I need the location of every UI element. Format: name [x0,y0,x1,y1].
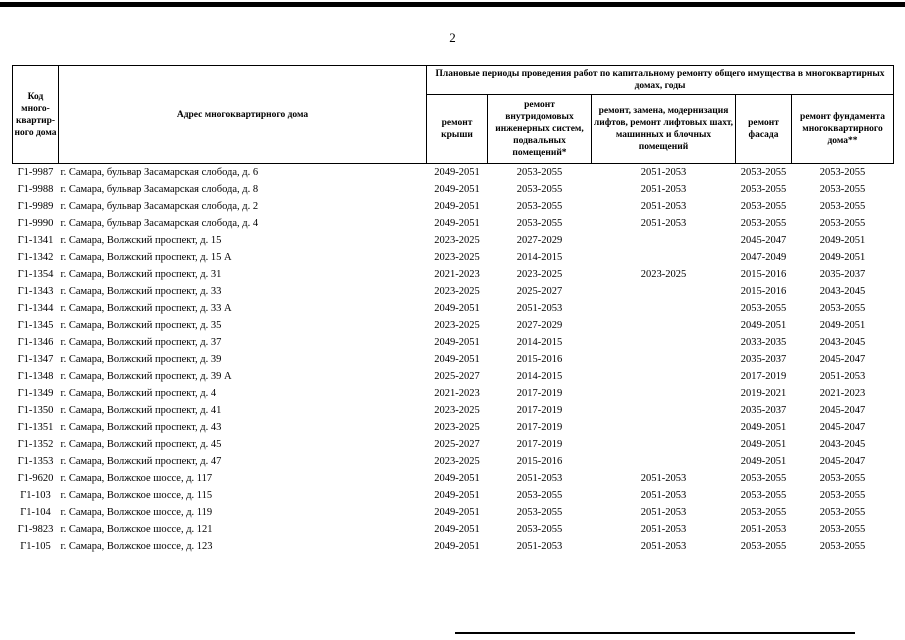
cell-facade: 2049-2051 [740,456,787,467]
cell-code: Г1-9987 [13,164,59,182]
cell-foundation: 2049-2051 [819,320,866,331]
cell-code: Г1-1343 [17,286,54,297]
cell-address: г. Самара, Волжский проспект, д. 33 А [60,303,232,314]
cell-elevators: 2051-2053 [640,490,687,501]
cell-roof: 2023-2025 [434,405,480,416]
cell-facade: 2035-2037 [740,354,787,365]
cell-elevators: 2051-2053 [640,201,687,212]
cell-code: Г1-9823 [17,524,54,535]
cell-systems: 2051-2053 [516,303,563,314]
cell-facade: 2017-2019 [740,371,787,382]
table-row [13,453,894,470]
table-row [13,385,894,402]
cell-systems: 2053-2055 [516,490,563,501]
table-row [13,164,894,182]
top-rule [0,2,905,7]
header-foundation: ремонт фундамента многоквартирного дома** [792,95,894,164]
table-row [13,317,894,334]
cell-address: г. Самара, бульвар Засамарская слобода, д. 6 [59,164,427,182]
cell-address: г. Самара, Волжское шоссе, д. 121 [60,524,213,535]
cell-facade: 2053-2055 [740,218,787,229]
cell-elevators [592,453,736,470]
cell-address: г. Самара, Волжский проспект, д. 37 [60,337,222,348]
table-row [13,402,894,419]
cell-code: Г1-1352 [17,439,54,450]
cell-facade: 2053-2055 [740,201,787,212]
table-row [13,521,894,538]
cell-code: Г1-1350 [17,405,54,416]
cell-foundation: 2021-2023 [819,388,866,399]
cell-address: г. Самара, Волжский проспект, д. 45 [60,439,222,450]
cell-systems: 2051-2053 [516,473,563,484]
cell-code: Г1-1351 [17,422,54,433]
cell-address: г. Самара, Волжское шоссе, д. 117 [60,473,213,484]
cell-foundation: 2053-2055 [792,164,894,182]
cell-code: Г1-9620 [17,473,54,484]
cell-address: г. Самара, Волжский проспект, д. 41 [60,405,222,416]
table-row [13,249,894,266]
cell-roof: 2049-2051 [434,303,480,314]
cell-elevators [592,436,736,453]
cell-facade: 2045-2047 [740,235,787,246]
cell-code: Г1-9988 [17,184,54,195]
cell-systems: 2015-2016 [516,456,563,467]
cell-foundation: 2053-2055 [819,541,866,552]
cell-code: Г1-1349 [17,388,54,399]
cell-facade: 2049-2051 [740,439,787,450]
cell-code: Г1-9990 [17,218,54,229]
cell-systems: 2053-2055 [516,201,563,212]
table-row [13,419,894,436]
cell-systems: 2014-2015 [516,252,563,263]
cell-address: г. Самара, Волжское шоссе, д. 123 [60,541,213,552]
cell-systems: 2017-2019 [516,405,563,416]
cell-systems: 2051-2053 [516,541,563,552]
cell-systems: 2053-2055 [516,184,563,195]
header-group: Плановые периоды проведения работ по капитальному ремонту общего имущества в многоквартирных домах, годы [427,66,894,95]
table-row [13,215,894,232]
header-code: Код много-квартир-ного дома [13,66,59,164]
cell-foundation: 2049-2051 [819,252,866,263]
cell-code: Г1-1342 [17,252,54,263]
cell-facade: 2049-2051 [740,320,787,331]
cell-elevators: 2051-2053 [640,524,687,535]
cell-roof: 2049-2051 [434,473,480,484]
cell-foundation: 2045-2047 [819,456,866,467]
header-elevators: ремонт, замена, модернизация лифтов, ремонт лифтовых шахт, машинных и блочных помещений [592,95,736,164]
cell-address: г. Самара, Волжский проспект, д. 15 [60,235,222,246]
table-row [13,351,894,368]
table-row [13,538,894,555]
cell-foundation: 2053-2055 [819,201,866,212]
cell-roof: 2021-2023 [434,388,480,399]
cell-elevators [592,249,736,266]
table-row [13,504,894,521]
cell-code: Г1-1354 [17,269,54,280]
table-row [13,436,894,453]
cell-facade: 2047-2049 [740,252,787,263]
cell-address: г. Самара, Волжский проспект, д. 31 [60,269,222,280]
cell-facade: 2033-2035 [740,337,787,348]
cell-facade: 2053-2055 [736,164,792,182]
cell-address: г. Самара, Волжский проспект, д. 15 А [60,252,232,263]
cell-code: Г1-1346 [17,337,54,348]
cell-elevators: 2051-2053 [640,218,687,229]
cell-code: Г1-103 [20,490,51,501]
cell-address: г. Самара, Волжский проспект, д. 4 [60,388,217,399]
cell-systems: 2014-2015 [516,371,563,382]
cell-systems: 2053-2055 [488,164,592,182]
cell-facade: 2015-2016 [740,286,787,297]
cell-roof: 2025-2027 [434,439,480,450]
cell-roof: 2049-2051 [434,507,480,518]
cell-foundation: 2035-2037 [819,269,866,280]
cell-address: г. Самара, Волжский проспект, д. 39 [60,354,222,365]
cell-elevators: 2051-2053 [640,184,687,195]
repair-schedule-table [12,65,894,555]
cell-code: Г1-1341 [17,235,54,246]
cell-foundation: 2053-2055 [819,490,866,501]
cell-facade: 2051-2053 [740,524,787,535]
cell-facade: 2053-2055 [740,184,787,195]
cell-address: г. Самара, бульвар Засамарская слобода, д. 2 [60,201,259,212]
cell-foundation: 2053-2055 [819,473,866,484]
cell-roof: 2049-2051 [434,354,480,365]
cell-elevators: 2051-2053 [640,473,687,484]
cell-roof: 2023-2025 [434,286,480,297]
cell-systems: 2053-2055 [516,524,563,535]
table-row [13,368,894,385]
cell-elevators [592,232,736,249]
cell-facade: 2019-2021 [740,388,787,399]
table-row [13,470,894,487]
cell-address: г. Самара, Волжский проспект, д. 35 [60,320,222,331]
cell-elevators: 2051-2053 [592,164,736,182]
cell-foundation: 2051-2053 [819,371,866,382]
cell-elevators [592,419,736,436]
cell-code: Г1-1345 [17,320,54,331]
cell-roof: 2025-2027 [434,371,480,382]
cell-roof: 2049-2051 [434,184,480,195]
cell-systems: 2053-2055 [516,507,563,518]
bottom-rule [455,632,855,634]
cell-facade: 2053-2055 [740,303,787,314]
cell-address: г. Самара, бульвар Засамарская слобода, д. 8 [60,184,259,195]
cell-systems: 2015-2016 [516,354,563,365]
cell-foundation: 2043-2045 [819,337,866,348]
cell-address: г. Самара, Волжский проспект, д. 33 [60,286,222,297]
cell-elevators [592,385,736,402]
cell-elevators [592,351,736,368]
cell-roof: 2049-2051 [434,201,480,212]
cell-roof: 2049-2051 [434,337,480,348]
cell-roof: 2023-2025 [434,235,480,246]
cell-foundation: 2049-2051 [819,235,866,246]
cell-systems: 2053-2055 [516,218,563,229]
cell-systems: 2017-2019 [516,439,563,450]
cell-systems: 2014-2015 [516,337,563,348]
cell-systems: 2023-2025 [516,269,563,280]
cell-facade: 2015-2016 [740,269,787,280]
cell-roof: 2023-2025 [434,422,480,433]
table-row [13,300,894,317]
cell-code: Г1-104 [20,507,51,518]
cell-foundation: 2043-2045 [819,286,866,297]
cell-elevators: 2051-2053 [640,541,687,552]
cell-facade: 2053-2055 [740,490,787,501]
cell-foundation: 2053-2055 [819,303,866,314]
cell-facade: 2049-2051 [740,422,787,433]
cell-foundation: 2043-2045 [819,439,866,450]
cell-address: г. Самара, Волжское шоссе, д. 119 [60,507,213,518]
cell-roof: 2049-2051 [434,218,480,229]
cell-code: Г1-1353 [17,456,54,467]
cell-roof: 2023-2025 [434,320,480,331]
header-systems: ремонт внутридомовых инженерных систем, подвальных помещений* [488,95,592,164]
cell-elevators [592,317,736,334]
cell-roof: 2049-2051 [434,524,480,535]
cell-foundation: 2053-2055 [819,218,866,229]
cell-elevators: 2051-2053 [640,507,687,518]
table-row [13,198,894,215]
cell-facade: 2053-2055 [740,541,787,552]
cell-code: Г1-1348 [17,371,54,382]
cell-roof: 2049-2051 [427,164,488,182]
cell-foundation: 2045-2047 [819,422,866,433]
cell-address: г. Самара, Волжский проспект, д. 43 [60,422,222,433]
cell-address: г. Самара, Волжский проспект, д. 47 [60,456,222,467]
cell-code: Г1-1344 [17,303,54,314]
cell-code: Г1-1347 [17,354,54,365]
cell-systems: 2025-2027 [516,286,563,297]
cell-elevators: 2023-2025 [640,269,687,280]
cell-roof: 2023-2025 [434,456,480,467]
header-address: Адрес многоквартирного дома [59,66,427,164]
cell-systems: 2017-2019 [516,388,563,399]
table-row [13,283,894,300]
cell-code: Г1-9989 [17,201,54,212]
cell-facade: 2035-2037 [740,405,787,416]
cell-foundation: 2045-2047 [819,354,866,365]
cell-facade: 2053-2055 [740,507,787,518]
cell-systems: 2027-2029 [516,235,563,246]
table-row [13,232,894,249]
cell-roof: 2049-2051 [434,541,480,552]
page-number: 2 [449,30,456,45]
table-row [13,487,894,504]
table-row [13,266,894,283]
cell-elevators [592,300,736,317]
cell-systems: 2027-2029 [516,320,563,331]
table-row [13,334,894,351]
cell-systems: 2017-2019 [516,422,563,433]
cell-foundation: 2053-2055 [819,184,866,195]
cell-foundation: 2045-2047 [819,405,866,416]
cell-address: г. Самара, бульвар Засамарская слобода, д. 4 [60,218,259,229]
cell-address: г. Самара, Волжский проспект, д. 39 А [60,371,232,382]
table-row [13,181,894,198]
cell-address: г. Самара, Волжское шоссе, д. 115 [60,490,213,501]
cell-roof: 2049-2051 [434,490,480,501]
header-roof: ремонт крыши [427,95,488,164]
cell-elevators [592,334,736,351]
cell-elevators [592,402,736,419]
cell-facade: 2053-2055 [740,473,787,484]
cell-foundation: 2053-2055 [819,524,866,535]
cell-foundation: 2053-2055 [819,507,866,518]
header-facade: ремонт фасада [736,95,792,164]
cell-elevators [592,368,736,385]
cell-code: Г1-105 [20,541,51,552]
cell-roof: 2023-2025 [434,252,480,263]
cell-elevators [592,283,736,300]
cell-roof: 2021-2023 [434,269,480,280]
